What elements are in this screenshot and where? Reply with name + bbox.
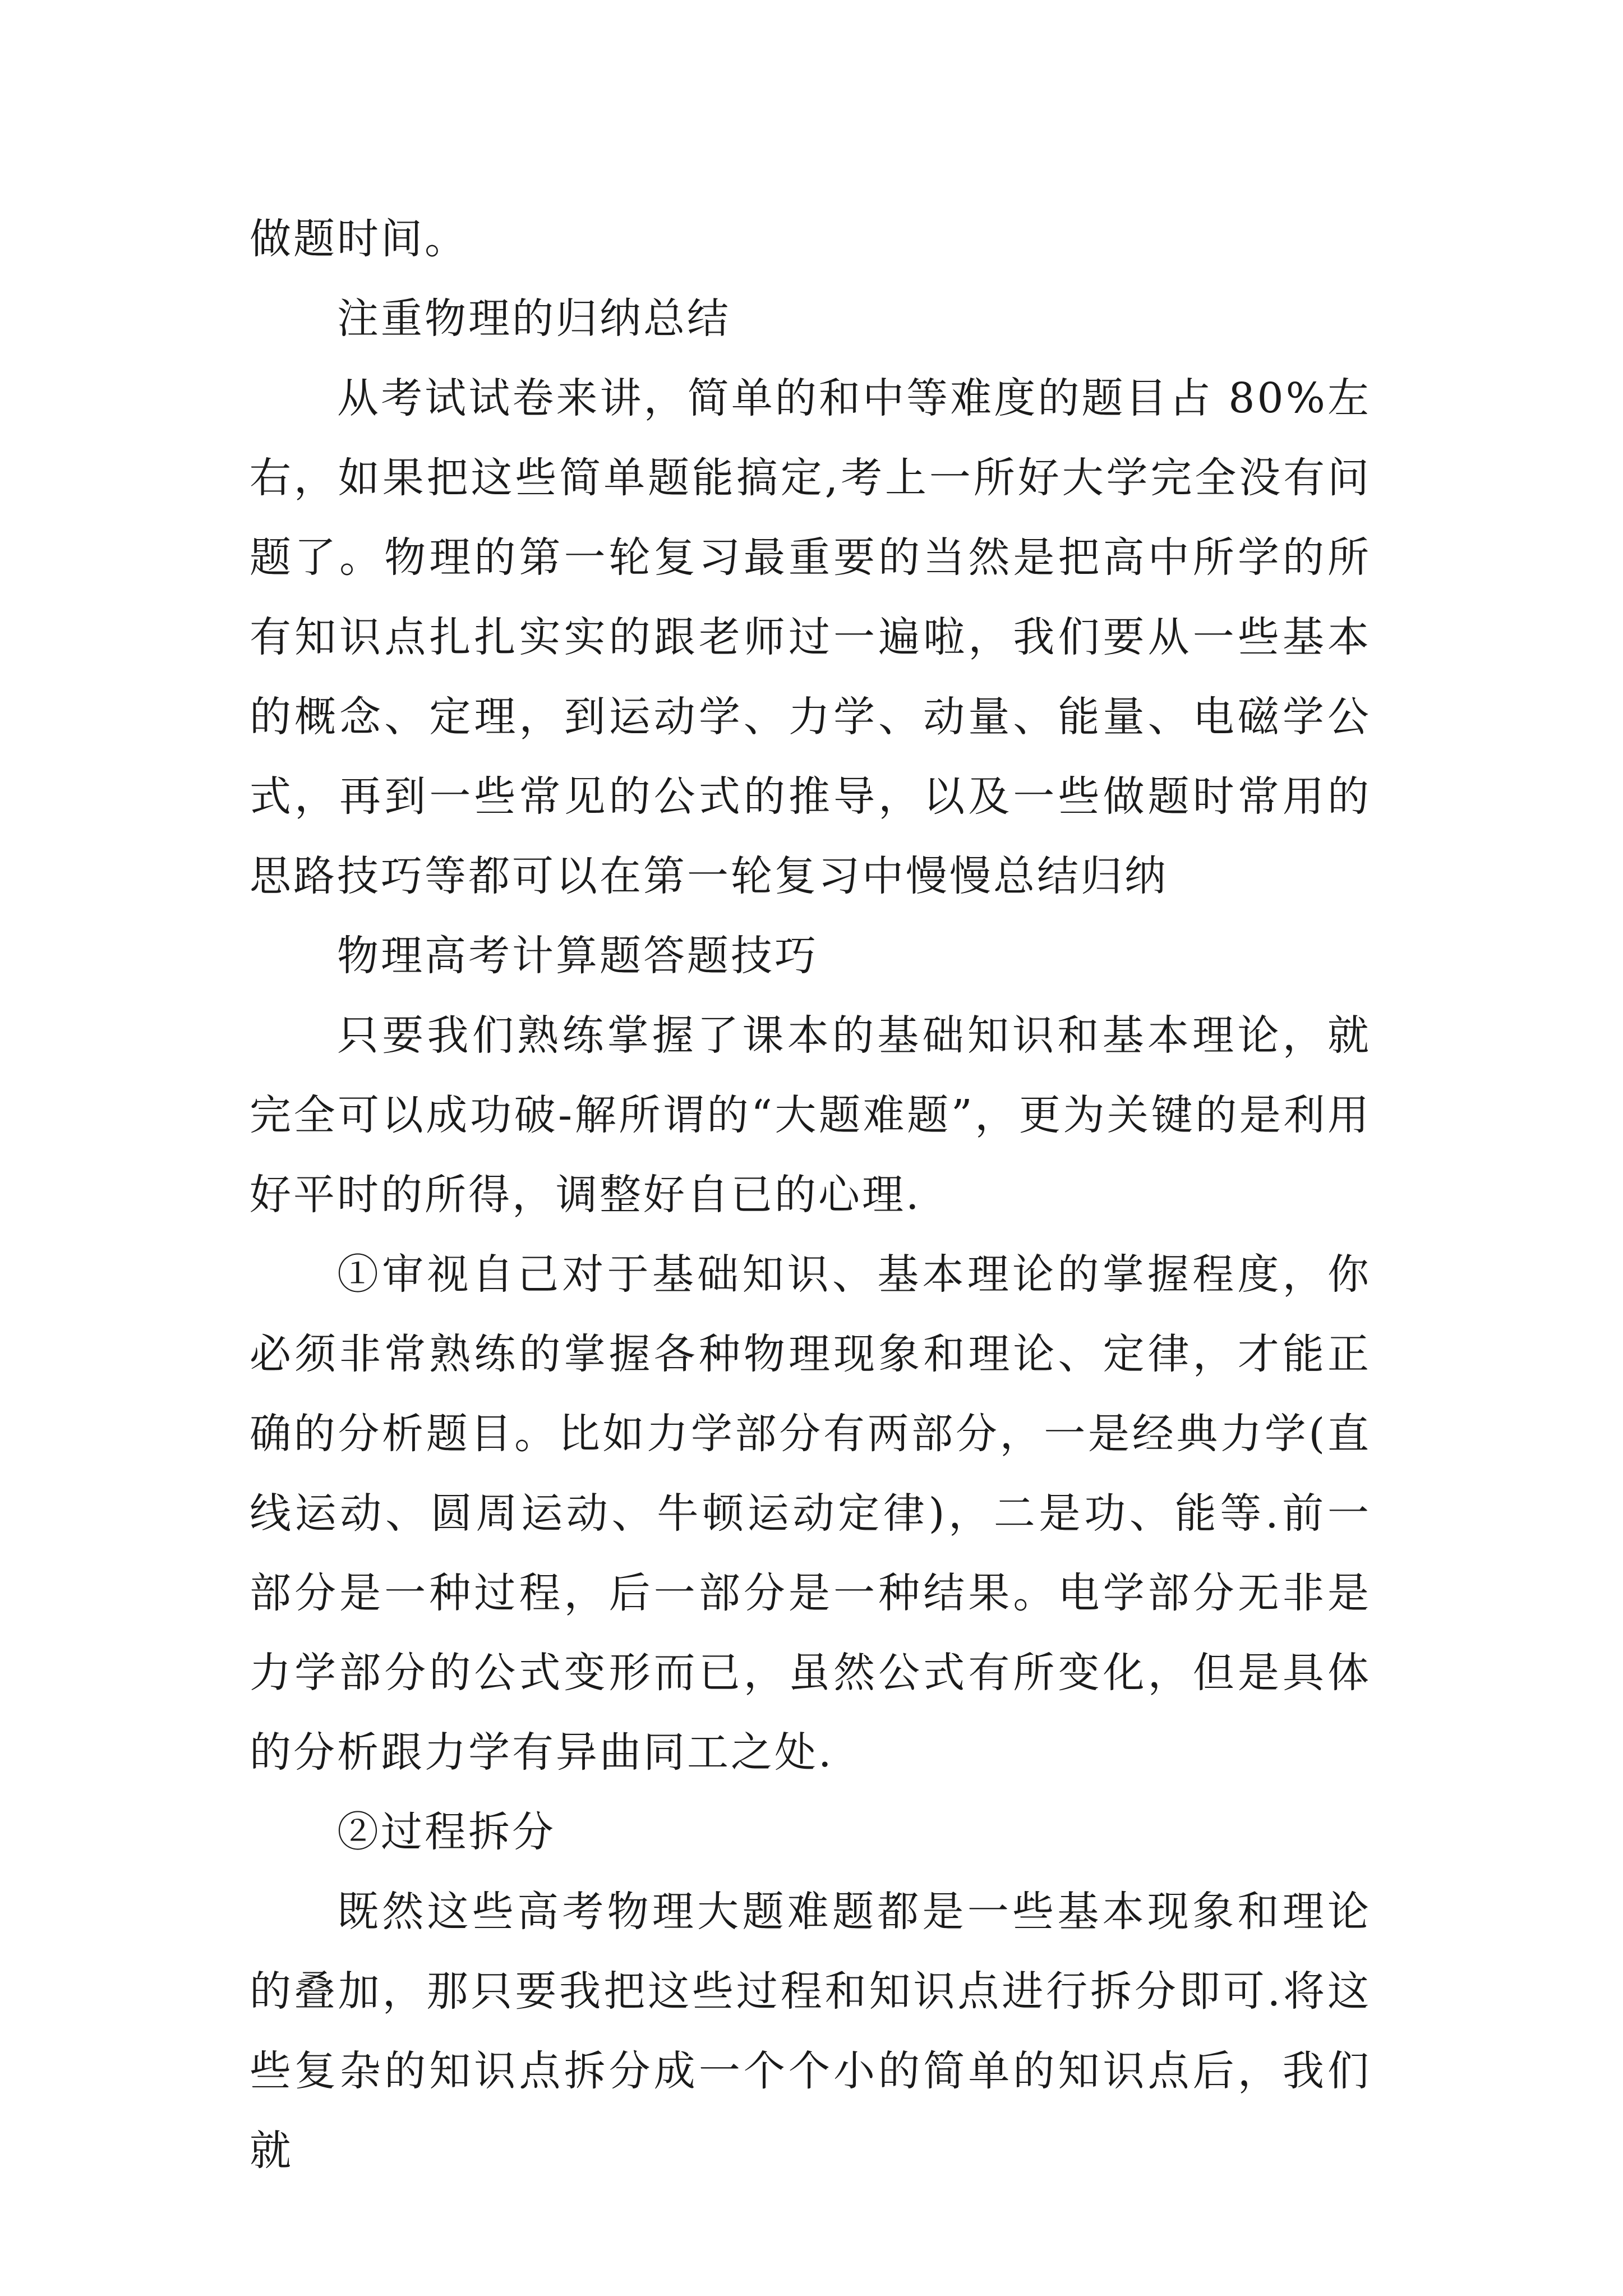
section-heading-calculation-tips: 物理高考计算题答题技巧 [337,932,818,980]
paragraph-tip-1: ①审视自己对于基础知识、基本理论的掌握程度，你必须非常熟练的掌握各种物理现象和理论、定律，才能正确的分析题目。比如力学部分有两部分，一是经典力学(直线运动、圆周运动、牛顿运动定律)，二是功、能等.前一部分是一种过程，后一部分是一种结果。电学部分无非是力学部分的公式变形而已，虽然公式有所变化，但是具体的分析跟力学有异曲同工之处. [250,1250,1371,1777]
subheading-process-split: ②过程拆分 [337,1808,556,1856]
section-heading-summary: 注重物理的归纳总结 [337,295,731,343]
paragraph-exam-review: 从考试试卷来讲，简单的和中等难度的题目占 80%左右，如果把这些简单题能搞定,考上一所好大学完全没有问题了。物理的第一轮复习最重要的当然是把高中所学的所有知识点扎扎实实的跟老师过一遍啦，我们要从一些基本的概念、定理，到运动学、力学、动量、能量、电磁学公式，再到一些常见的公式的推导，以及一些做题时常用的思路技巧等都可以在第一轮复习中慢慢总结归纳 [250,374,1371,900]
paragraph-tip-2: 既然这些高考物理大题难题都是一些基本现象和理论的叠加，那只要我把这些过程和知识点进行拆分即可.将这些复杂的知识点拆分成一个个小的简单的知识点后，我们就 [250,1888,1371,2175]
document-body [250,199,1371,2191]
paragraph-basic-knowledge: 只要我们熟练掌握了课本的基础知识和基本理论，就完全可以成功破-解所谓的“大题难题”，更为关键的是利用好平时的所得，调整好自已的心理. [250,1011,1371,1219]
paragraph-continuation: 做题时间。 [250,215,468,263]
